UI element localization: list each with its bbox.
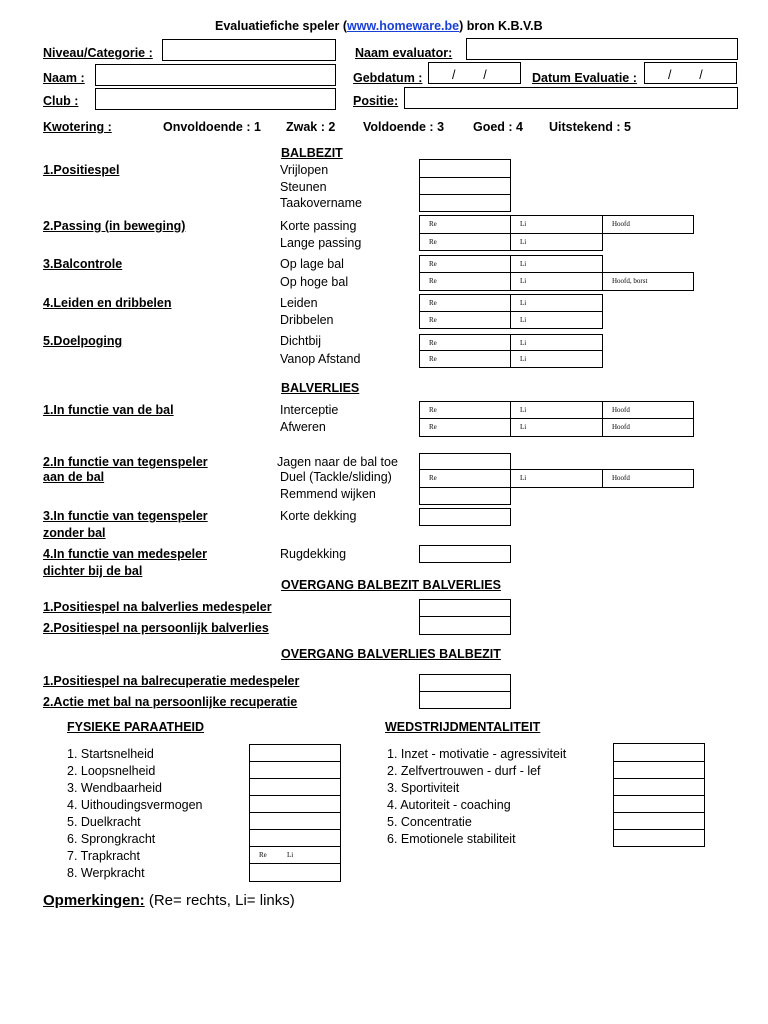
hoofd-text: Hoofd [612,406,630,414]
functie-medespeler-label-2: dichter bij de bal [43,564,143,578]
club-label: Club : [43,94,79,108]
re-text: Re [429,238,437,246]
club-field[interactable] [95,88,336,110]
hoofd-text: Hoofd [612,220,630,228]
remmend-wijken-score[interactable] [419,487,511,505]
opmerkingen [43,893,295,908]
wendbaarheid-score[interactable] [249,778,341,796]
concentratie-score[interactable] [613,812,705,830]
li-text: Li [520,260,527,268]
naam-label: Naam : [43,71,85,85]
interceptie-label: Interceptie [280,403,339,417]
steunen-label: Steunen [280,180,327,194]
autoriteit-score[interactable] [613,795,705,813]
li-text: Li [520,339,527,347]
passing-label: 2.Passing (in beweging) [43,219,186,233]
positie-label: Positie: [353,94,399,108]
vrijlopen-label: Vrijlopen [280,163,329,177]
datum-evaluatie-label: Datum Evaluatie : [532,71,637,85]
positie-field[interactable] [404,87,738,109]
leiden-dribbelen-label: 4.Leiden en dribbelen [43,296,172,310]
sportiviteit-score[interactable] [613,778,705,796]
korte-passing-re[interactable] [419,215,511,234]
homeware-link[interactable]: www.homeware.be [347,19,460,33]
trapkracht-score[interactable] [249,846,341,864]
rugdekking-score[interactable] [419,545,511,563]
leiden-re[interactable] [419,294,511,312]
positiespel-label: 1.Positiespel [43,163,120,177]
re-text: Re [259,851,267,859]
kwotering-2: Zwak : 2 [286,120,336,134]
lange-passing-re[interactable] [419,233,511,251]
positiespel-persoonlijk-balverlies-label: 2.Positiespel na persoonlijk balverlies [43,621,269,635]
lange-passing-li[interactable] [510,233,603,251]
fysiek-item-2: 2. Loopsnelheid [67,764,156,778]
balcontrole-label: 3.Balcontrole [43,257,123,271]
korte-passing-hoofd[interactable] [602,215,694,234]
functie-bal-label: 1.In functie van de bal [43,403,174,417]
functie-tegenspeler-zonder-label-2: zonder bal [43,526,106,540]
duel-li[interactable] [510,469,603,488]
re-text: Re [429,406,437,414]
op-hoge-bal-re[interactable] [419,272,511,291]
afweren-re[interactable] [419,418,511,437]
kwotering-3: Voldoende : 3 [363,120,445,134]
dichtbij-label: Dichtbij [280,334,321,348]
li-text: Li [520,299,527,307]
korte-passing-li[interactable] [510,215,603,234]
gebdatum-label: Gebdatum : [353,71,423,85]
interceptie-re[interactable] [419,401,511,419]
li-text: Li [520,238,527,246]
niveau-label: Niveau/Categorie : [43,46,153,60]
mentaal-item-2: 2. Zelfvertrouwen - durf - lef [387,764,541,778]
korte-passing-label: Korte passing [280,219,357,233]
re-text: Re [429,316,437,324]
re-text: Re [429,260,437,268]
leiden-label: Leiden [280,296,318,310]
emotionele-stabiliteit-score[interactable] [613,829,705,847]
duelkracht-score[interactable] [249,812,341,830]
hoofd-text: Hoofd [612,474,630,482]
positiespel-balverlies-medespeler-score[interactable] [419,599,511,617]
dribbelen-label: Dribbelen [280,313,334,327]
vrijlopen-score[interactable] [419,159,511,178]
fysiek-item-3: 3. Wendbaarheid [67,781,162,795]
werpkracht-score[interactable] [249,863,341,882]
korte-dekking-score[interactable] [419,508,511,526]
dribbelen-li[interactable] [510,311,603,329]
positiespel-persoonlijk-balverlies-score[interactable] [419,616,511,635]
afweren-label: Afweren [280,420,326,434]
overgang-balverlies-balbezit-heading: OVERGANG BALVERLIES BALBEZIT [281,647,501,661]
rugdekking-label: Rugdekking [280,547,347,561]
re-text: Re [429,474,437,482]
title-suffix: ) bron K.B.V.B [459,19,543,33]
doelpoging-label: 5.Doelpoging [43,334,123,348]
uithoudingsvermogen-score[interactable] [249,795,341,813]
vanop-afstand-li[interactable] [510,350,603,368]
fysiek-item-7: 7. Trapkracht [67,849,140,863]
mentaal-item-3: 3. Sportiviteit [387,781,460,795]
gebdatum-slashes: / / [452,68,487,82]
korte-dekking-label: Korte dekking [280,509,357,523]
fysiek-item-6: 6. Sprongkracht [67,832,156,846]
afweren-li[interactable] [510,418,603,437]
positiespel-balrecuperatie-label: 1.Positiespel na balrecuperatie medespeler [43,674,300,688]
inzet-score[interactable] [613,743,705,762]
duel-re[interactable] [419,469,511,488]
overgang-balbezit-balverlies-heading: OVERGANG BALBEZIT BALVERLIES [281,578,501,592]
steunen-score[interactable] [419,177,511,195]
li-text: Li [520,316,527,324]
remmend-wijken-label: Remmend wijken [280,487,376,501]
op-hoge-bal-hoofd-borst[interactable] [602,272,694,291]
loopsnelheid-score[interactable] [249,761,341,779]
vanop-afstand-label: Vanop Afstand [280,352,361,366]
hoofd-text: Hoofd [612,423,630,431]
kwotering-5: Uitstekend : 5 [549,120,631,134]
actie-met-bal-score[interactable] [419,691,511,709]
hoofd-borst-text: Hoofd, borst [612,277,648,285]
leiden-li[interactable] [510,294,603,312]
page-title [215,20,543,33]
balverlies-heading: BALVERLIES [281,381,360,395]
mentaal-item-1: 1. Inzet - motivatie - agressiviteit [387,747,567,761]
interceptie-hoofd[interactable] [602,401,694,419]
fysieke-paraatheid-heading: FYSIEKE PARAATHEID [67,720,205,734]
dribbelen-re[interactable] [419,311,511,329]
wedstrijdmentaliteit-heading: WEDSTRIJDMENTALITEIT [385,720,541,734]
afweren-hoofd[interactable] [602,418,694,437]
mentaal-item-4: 4. Autoriteit - coaching [387,798,511,812]
op-lage-bal-label: Op lage bal [280,257,344,271]
functie-medespeler-label-1: 4.In functie van medespeler [43,547,207,561]
jagen-label: Jagen naar de bal toe [277,455,398,469]
re-text: Re [429,220,437,228]
duel-label: Duel (Tackle/sliding) [280,470,392,484]
li-text: Li [287,851,294,859]
mentaal-item-5: 5. Concentratie [387,815,472,829]
fysiek-item-4: 4. Uithoudingsvermogen [67,798,203,812]
lange-passing-label: Lange passing [280,236,362,250]
sprongkracht-score[interactable] [249,829,341,847]
title-prefix: Evaluatiefiche speler ( [215,19,348,33]
fysiek-item-5: 5. Duelkracht [67,815,141,829]
taakovername-score[interactable] [419,194,511,212]
opmerkingen-note: (Re= rechts, Li= links) [144,892,295,909]
startsnelheid-score[interactable] [249,744,341,762]
opmerkingen-label: Opmerkingen: [43,892,145,909]
fysiek-item-8: 8. Werpkracht [67,866,145,880]
datum-evaluatie-slashes: / / [668,68,703,82]
li-text: Li [520,355,527,363]
positiespel-balverlies-medespeler-label: 1.Positiespel na balverlies medespeler [43,600,272,614]
fysiek-item-1: 1. Startsnelheid [67,747,154,761]
balbezit-heading: BALBEZIT [281,146,343,160]
li-text: Li [520,220,527,228]
functie-tegenspeler-bal-label-2: aan de bal [43,470,105,484]
actie-met-bal-label: 2.Actie met bal na persoonlijke recuperatie [43,695,298,709]
li-text: Li [520,474,527,482]
kwotering-1: Onvoldoende : 1 [163,120,261,134]
positiespel-balrecuperatie-score[interactable] [419,674,511,692]
li-text: Li [520,406,527,414]
vanop-afstand-re[interactable] [419,350,511,368]
taakovername-label: Taakovername [280,196,362,210]
re-text: Re [429,355,437,363]
op-hoge-bal-li[interactable] [510,272,603,291]
duel-hoofd[interactable] [602,469,694,488]
naam-evaluator-label: Naam evaluator: [355,46,453,60]
naam-field[interactable] [95,64,336,86]
re-text: Re [429,299,437,307]
re-text: Re [429,339,437,347]
li-text: Li [520,277,527,285]
naam-evaluator-field[interactable] [466,38,738,60]
mentaal-item-6: 6. Emotionele stabiliteit [387,832,516,846]
op-hoge-bal-label: Op hoge bal [280,275,349,289]
re-text: Re [429,423,437,431]
kwotering-4: Goed : 4 [473,120,524,134]
niveau-field[interactable] [162,39,336,61]
interceptie-li[interactable] [510,401,603,419]
kwotering-label: Kwotering : [43,120,112,134]
functie-tegenspeler-bal-label-1: 2.In functie van tegenspeler [43,455,208,469]
li-text: Li [520,423,527,431]
functie-tegenspeler-zonder-label-1: 3.In functie van tegenspeler [43,509,208,523]
zelfvertrouwen-score[interactable] [613,761,705,779]
re-text: Re [429,277,437,285]
